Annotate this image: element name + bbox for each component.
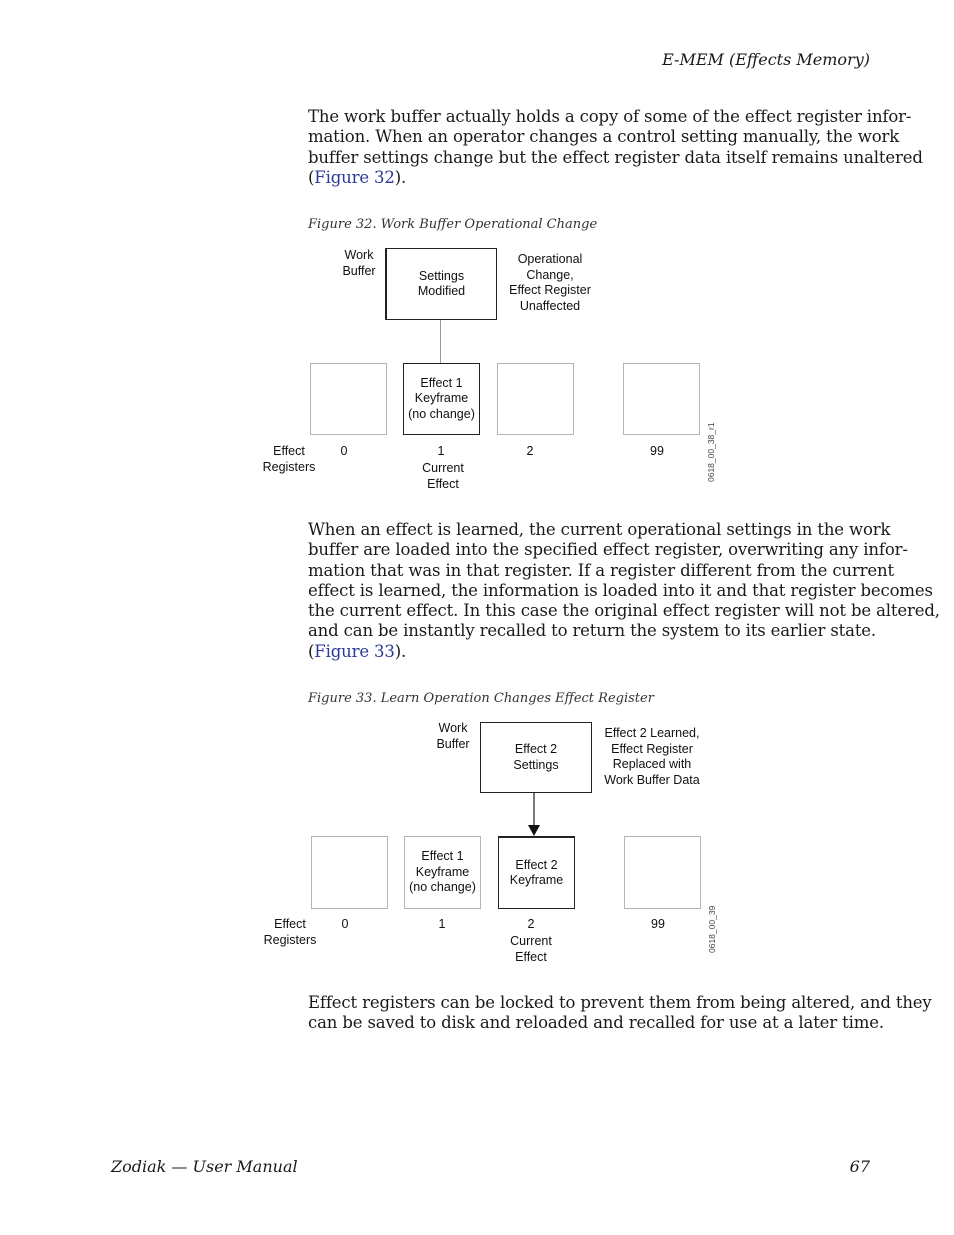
- box-line: Effect 2: [514, 742, 558, 756]
- paragraph-line: buffer settings change but the effect register data itself remains unaltered: [308, 147, 923, 167]
- paragraph-line: the current effect. In this case the original effect register will not be altered,: [308, 601, 940, 621]
- label-line: Effect: [515, 949, 547, 964]
- footer-manual-title: Zodiak — User Manual: [111, 1157, 298, 1176]
- paren-close: ).: [394, 641, 407, 661]
- label-line: Buffer: [342, 263, 376, 278]
- note-line: Effect 2 Learned,: [604, 726, 700, 740]
- learn-arrow: [526, 793, 542, 837]
- paragraph-lock-save: [308, 993, 932, 1034]
- register-number: 99: [650, 444, 664, 458]
- note-line: Effect Register: [611, 741, 693, 756]
- register-number: 99: [651, 917, 665, 931]
- register-number: 0: [341, 917, 349, 931]
- register-1-box: [403, 363, 480, 435]
- box-line: Settings: [513, 757, 559, 772]
- paragraph-learn: [308, 520, 940, 662]
- work-buffer-box: [385, 248, 497, 320]
- label-line: Buffer: [436, 736, 470, 751]
- register-number: 2: [526, 444, 534, 458]
- paragraph-line: can be saved to disk and reloaded and recalled for use at a later time.: [308, 1013, 884, 1033]
- current-effect-label: [506, 934, 556, 965]
- paragraph-line: When an effect is learned, the current operational settings in the work: [308, 520, 891, 539]
- register-line: Keyframe: [415, 864, 470, 879]
- label-line: Registers: [263, 932, 317, 947]
- label-line: Work: [438, 721, 468, 735]
- label-line: Effect: [427, 476, 459, 491]
- register-2-box: [498, 836, 575, 909]
- figure-id: 0618_00_38_r1: [706, 422, 716, 482]
- paragraph-line: and can be instantly recalled to return the system to its earlier state.: [308, 621, 877, 641]
- register-line: Effect 1: [421, 849, 464, 864]
- effect-learned-note: [597, 726, 707, 788]
- register-0-box: [310, 363, 387, 435]
- register-number: 0: [340, 444, 348, 458]
- register-line: Effect 1: [420, 375, 463, 390]
- register-1-box: [404, 836, 481, 909]
- note-line: Change,: [526, 267, 574, 282]
- footer-page-number: 67: [849, 1157, 870, 1176]
- paragraph-line: mation. When an operator changes a control setting manually, the work: [308, 127, 900, 147]
- register-line: Keyframe: [414, 391, 469, 406]
- connector-line: [440, 320, 441, 364]
- paragraph-line: The work buffer actually holds a copy of some of the effect register infor-: [308, 107, 912, 126]
- box-line: Modified: [417, 284, 466, 298]
- note-line: Effect Register: [509, 283, 591, 297]
- effect-registers-label: [259, 917, 321, 948]
- label-line: Effect: [273, 444, 305, 458]
- register-2-box: [497, 363, 574, 435]
- register-number: 1: [438, 917, 446, 931]
- operational-change-note: [500, 252, 600, 314]
- label-line: Registers: [262, 459, 316, 474]
- box-line: Settings: [418, 268, 465, 283]
- paragraph-work-buffer: [308, 107, 923, 188]
- register-line: Effect 2: [515, 857, 558, 872]
- figure-id: 0618_00_39: [707, 905, 717, 953]
- register-line: (no change): [409, 880, 476, 895]
- figure-33-link[interactable]: Figure 33: [314, 641, 395, 661]
- work-buffer-label: [335, 248, 383, 279]
- label-line: Work: [344, 248, 374, 262]
- paragraph-line: buffer are loaded into the specified effect register, overwriting any infor-: [308, 540, 908, 560]
- current-effect-label: [418, 461, 468, 492]
- register-number: 1: [437, 444, 445, 458]
- label-line: Current: [422, 461, 464, 475]
- register-line: (no change): [408, 406, 475, 421]
- figure-32-caption: Figure 32. Work Buffer Operational Change: [308, 217, 598, 232]
- paren-open: (: [308, 167, 315, 187]
- register-99-box: [623, 363, 700, 435]
- paren-close: ).: [394, 167, 407, 187]
- paragraph-line: mation that was in that register. If a register different from the current: [308, 560, 894, 580]
- register-0-box: [311, 836, 388, 909]
- note-line: Unaffected: [519, 298, 581, 313]
- label-line: Current: [510, 934, 552, 948]
- effect-registers-label: [258, 444, 320, 475]
- work-buffer-box: [480, 722, 592, 793]
- paragraph-line: Effect registers can be locked to prevent them from being altered, and they: [308, 993, 932, 1012]
- note-line: Work Buffer Data: [604, 772, 700, 787]
- figure-33-caption: Figure 33. Learn Operation Changes Effect Register: [308, 691, 654, 706]
- register-number: 2: [527, 917, 535, 931]
- paragraph-line: effect is learned, the information is loaded into it and that register becomes: [308, 580, 933, 600]
- work-buffer-label: [429, 721, 477, 752]
- paragraph-line: [308, 642, 868, 662]
- paren-open: (: [308, 641, 315, 661]
- register-99-box: [624, 836, 701, 909]
- paragraph-line: [308, 168, 868, 188]
- figure-32-link[interactable]: Figure 32: [314, 167, 395, 187]
- note-line: Replaced with: [612, 757, 692, 771]
- register-line: Keyframe: [509, 873, 564, 887]
- label-line: Effect: [274, 917, 306, 931]
- running-header: E-MEM (Effects Memory): [662, 50, 870, 69]
- note-line: Operational: [517, 252, 583, 266]
